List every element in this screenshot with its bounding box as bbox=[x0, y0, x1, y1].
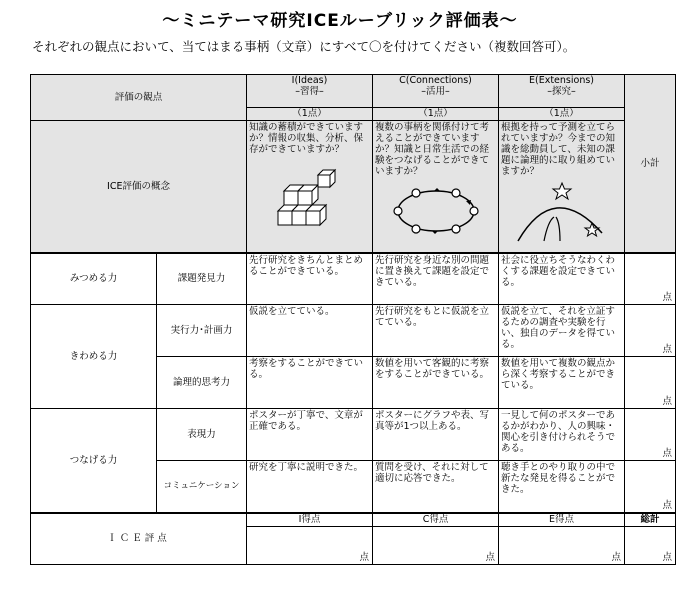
criterion-cell[interactable]: 社会に役立ちそうなわくわくする課題を設定できている。 bbox=[499, 253, 625, 305]
criterion-cell[interactable]: 先行研究をきちんとまとめることができている。 bbox=[247, 253, 373, 305]
instruction-text: それぞれの観点において、当てはまる事柄（文章）にすべて〇を付けてください（複数回答可）。 bbox=[32, 39, 576, 54]
concept-extensions: 根拠を持って予測を立てられていますか？今までの知識を総動員して、未知の課題に論理的に取り組めていますか？ bbox=[499, 121, 625, 253]
rubric-table bbox=[30, 74, 676, 565]
points-extensions: （1点） bbox=[499, 108, 625, 121]
subtotal-cell[interactable]: 点 bbox=[625, 305, 676, 357]
criterion-cell[interactable]: 仮説を立て、それを立証するための調査や実験を行い、独自のデータを得ている。 bbox=[499, 305, 625, 357]
concept-connections: 複数の事柄を関係付けて考えることができていますか？知識と日常生活での経験をつなげることができていますか？ bbox=[373, 121, 499, 253]
mountain-stars-icon bbox=[514, 181, 610, 243]
criterion-cell[interactable]: 先行研究を身近な別の問題に置き換えて課題を設定できている。 bbox=[373, 253, 499, 305]
e-score-header: E得点 bbox=[499, 513, 625, 527]
concept-label: ICE評価の概念 bbox=[31, 121, 247, 253]
criterion-cell[interactable]: 数値を用いて客観的に考察をすることができている。 bbox=[373, 357, 499, 409]
column-header-ideas: I(Ideas) –習得– bbox=[247, 75, 373, 108]
ice-score-label: ＩＣＥ評点 bbox=[31, 513, 247, 565]
points-ideas: （1点） bbox=[247, 108, 373, 121]
group-label-tsunageru: つなげる力 bbox=[31, 409, 157, 513]
grand-total-field[interactable]: 点 bbox=[625, 527, 676, 565]
skill-label-hyogen: 表現力 bbox=[157, 409, 247, 461]
cycle-icon bbox=[386, 181, 486, 241]
criterion-cell[interactable]: ポスターが丁寧で、文章が正確である。 bbox=[247, 409, 373, 461]
i-score-field[interactable]: 点 bbox=[247, 527, 373, 565]
criterion-cell[interactable]: 聴き手とのやり取りの中で新たな発見を得ることができた。 bbox=[499, 461, 625, 513]
skill-label-jikko: 実行力･計画力 bbox=[157, 305, 247, 357]
subtotal-cell[interactable]: 点 bbox=[625, 253, 676, 305]
criterion-cell[interactable]: 研究を丁寧に説明できた。 bbox=[247, 461, 373, 513]
group-label-mitsumeru: みつめる力 bbox=[31, 253, 157, 305]
criterion-cell[interactable]: 一見して何のポスターであるかがわかり、人の興味・関心を引き付けられそうである。 bbox=[499, 409, 625, 461]
i-score-header: I得点 bbox=[247, 513, 373, 527]
criterion-cell[interactable]: 考察をすることができている。 bbox=[247, 357, 373, 409]
subtotal-cell[interactable]: 点 bbox=[625, 357, 676, 409]
stacked-cubes-icon bbox=[270, 159, 350, 231]
c-score-field[interactable]: 点 bbox=[373, 527, 499, 565]
group-label-kiwameru: きわめる力 bbox=[31, 305, 157, 409]
e-score-field[interactable]: 点 bbox=[499, 527, 625, 565]
criterion-cell[interactable]: 質問を受け、それに対して適切に応答できた。 bbox=[373, 461, 499, 513]
subtotal-header: 小計 bbox=[625, 75, 676, 253]
criterion-cell[interactable]: 仮説を立てている。 bbox=[247, 305, 373, 357]
subtotal-cell[interactable]: 点 bbox=[625, 461, 676, 513]
skill-label-kadai: 課題発見力 bbox=[157, 253, 247, 305]
viewpoint-header: 評価の観点 bbox=[31, 75, 247, 121]
grand-total-header: 総計 bbox=[625, 513, 676, 527]
criterion-cell[interactable]: 先行研究をもとに仮説を立てている。 bbox=[373, 305, 499, 357]
column-header-extensions: E(Extensions) –探究– bbox=[499, 75, 625, 108]
c-score-header: C得点 bbox=[373, 513, 499, 527]
points-connections: （1点） bbox=[373, 108, 499, 121]
concept-ideas: 知識の蓄積ができていますか？情報の収集、分析、保存ができていますか？ bbox=[247, 121, 373, 253]
column-header-connections: C(Connections) –活用– bbox=[373, 75, 499, 108]
page-title: ～ミニテーマ研究ICEルーブリック評価表～ bbox=[162, 11, 518, 31]
criterion-cell[interactable]: ポスターにグラフや表、写真等が1つ以上ある。 bbox=[373, 409, 499, 461]
criterion-cell[interactable]: 数値を用いて複数の観点から深く考察することができている。 bbox=[499, 357, 625, 409]
skill-label-communication: コミュニケーション bbox=[157, 461, 247, 513]
subtotal-cell[interactable]: 点 bbox=[625, 409, 676, 461]
skill-label-ronri: 論理的思考力 bbox=[157, 357, 247, 409]
